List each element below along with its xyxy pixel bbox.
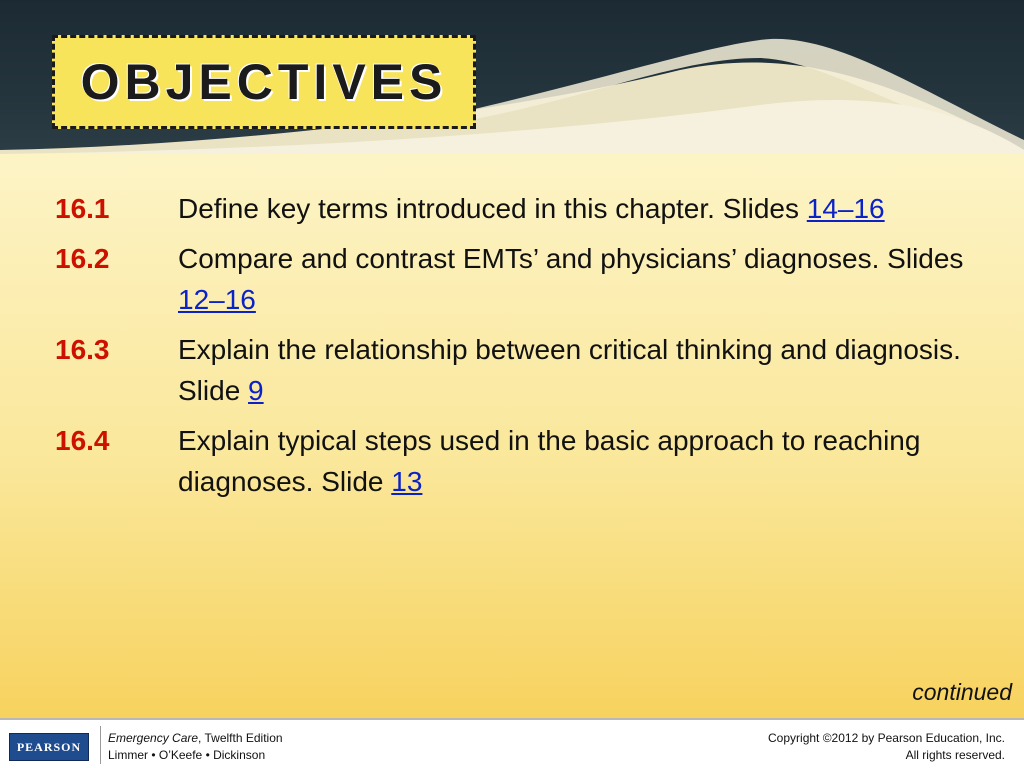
objective-text <box>178 329 978 411</box>
slide-link[interactable]: 14–16 <box>806 193 885 224</box>
objective-number: 16.3 <box>55 334 110 365</box>
objectives-list <box>0 188 1024 511</box>
objective-text <box>178 188 978 229</box>
objective-text <box>178 420 978 502</box>
objective-description: Define key terms introduced in this chapter. Slides <box>178 193 807 224</box>
objective-number: 16.2 <box>55 243 110 274</box>
footer-copyright: Copyright ©2012 by Pearson Education, Inc. <box>768 731 1005 745</box>
objective-item <box>0 420 1024 502</box>
objective-number: 16.1 <box>55 193 110 224</box>
objective-number: 16.4 <box>55 425 110 456</box>
footer-copyright-block <box>768 730 1005 764</box>
slide-link[interactable]: 12–16 <box>178 284 256 315</box>
slide-link[interactable]: 13 <box>391 466 423 497</box>
objective-item <box>0 238 1024 320</box>
title-box <box>52 35 476 129</box>
objective-description: Compare and contrast EMTs’ and physicians’ diagnoses. Slides <box>178 243 964 274</box>
objective-item <box>0 329 1024 411</box>
slide-footer <box>0 718 1024 768</box>
objective-item <box>0 188 1024 229</box>
slide-content <box>0 154 1024 718</box>
footer-rights: All rights reserved. <box>905 748 1005 762</box>
footer-divider <box>100 726 101 764</box>
footer-authors: Limmer • O’Keefe • Dickinson <box>108 748 266 762</box>
objective-description: Explain the relationship between critical thinking and diagnosis. Slide <box>178 334 961 406</box>
slide-link[interactable]: 9 <box>248 375 264 406</box>
objective-description: Explain typical steps used in the basic approach to reaching diagnoses. Slide <box>178 425 921 497</box>
book-edition: , Twelfth Edition <box>198 731 283 745</box>
continued-label: continued <box>912 679 1012 705</box>
footer-book-line <box>108 730 283 747</box>
slide-header <box>0 0 1024 154</box>
slide-title: OBJECTIVES <box>80 54 448 110</box>
book-title: Emergency Care <box>108 731 199 745</box>
pearson-logo: PEARSON <box>9 733 89 761</box>
objective-text <box>178 238 978 320</box>
footer-book-info <box>108 730 283 764</box>
